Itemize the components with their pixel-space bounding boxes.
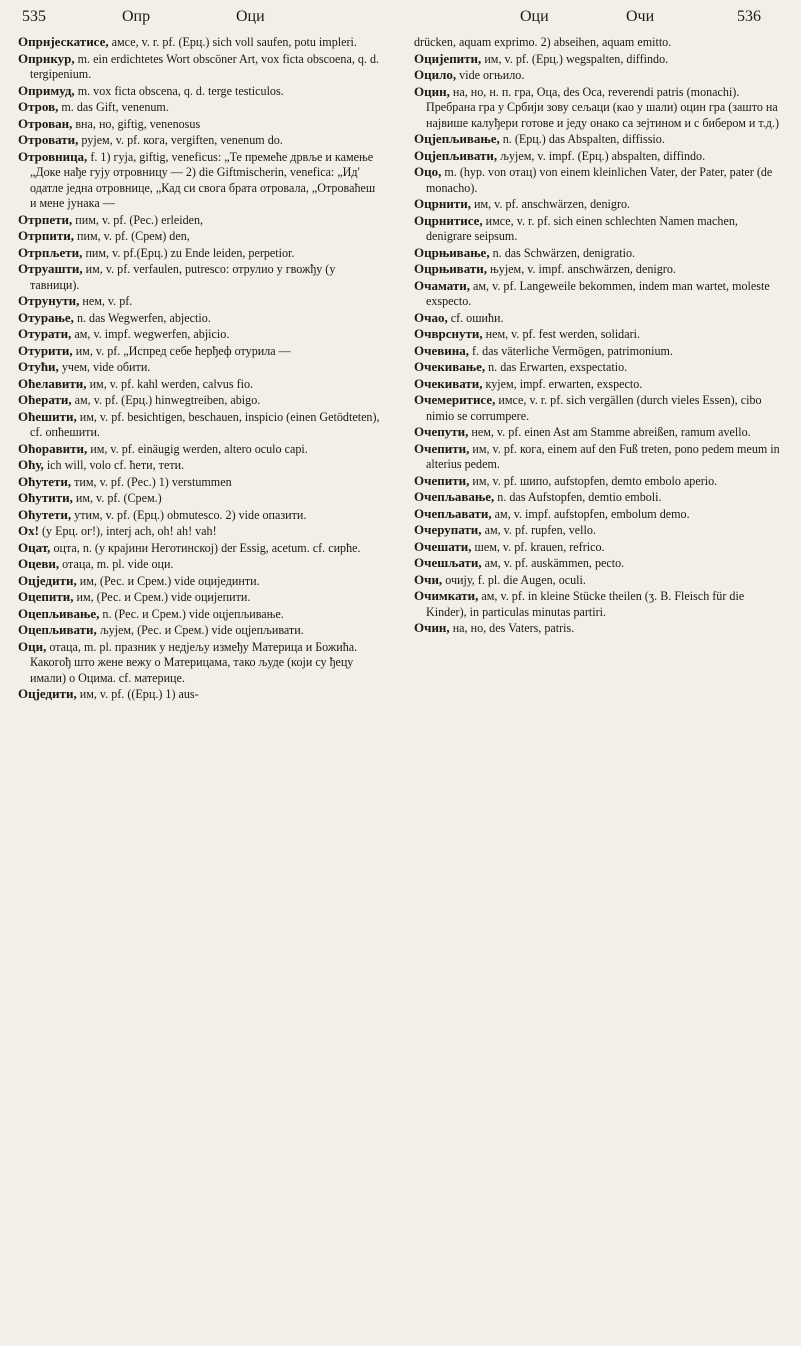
page-number-right: 536 <box>737 8 761 25</box>
entry-headword: Очи, <box>414 571 443 587</box>
dictionary-entry <box>414 278 782 310</box>
dictionary-entry <box>414 84 782 132</box>
dictionary-entry <box>18 686 382 703</box>
entry-definition: f. 1) гуја, giftig, veneficus: „Те премеће дрвље и камење „Доке нађе гују отровницу — 2) die Giftmischerin, venefica: „Ид' одатле једна отровнице, „Кад си свога брата отровала, „Отроваћеш и мене јунака — <box>30 149 376 210</box>
entry-definition: љујем, (Рес. и Срем.) vide оцјепљивати. <box>96 623 304 637</box>
running-head-left-first: Опр <box>122 8 151 25</box>
entry-headword: Отурати, <box>18 326 72 341</box>
entry-headword: Очепути, <box>414 424 469 439</box>
entry-headword: Очевина, <box>414 342 469 358</box>
entry-definition: им, (Рес. и Срем.) vide оцијепити. <box>73 590 251 604</box>
dictionary-entry <box>18 523 382 540</box>
entry-headword: Отруашти, <box>18 261 83 276</box>
dictionary-entry <box>414 310 782 327</box>
entry-headword: Оцрнитисе, <box>414 212 483 228</box>
running-head-right-first: Оци <box>520 8 549 25</box>
dictionary-entry <box>414 359 782 376</box>
entry-definition: n. das Wegwerfen, abjectio. <box>73 310 211 325</box>
entry-headword: Очекивати, <box>414 375 483 391</box>
entry-definition: им, v. pf. шипо, aufstopfen, demto embolo aperio. <box>469 473 718 488</box>
dictionary-entry <box>18 261 382 293</box>
entry-headword: Оцјепљивање, <box>414 131 500 146</box>
entry-definition: њујем, v. impf. anschwärzen, denigro. <box>487 262 676 276</box>
entry-definition: пим, v. pf. (Срем) den, <box>74 229 190 243</box>
dictionary-entry <box>414 392 782 424</box>
entry-definition: n. (Рес. и Срем.) vide оцјепљивање. <box>99 606 284 621</box>
entry-headword: Оцат, <box>18 539 51 555</box>
dictionary-entry <box>18 83 382 100</box>
entry-headword: Оћоравити, <box>18 440 88 456</box>
dictionary-entry <box>18 51 382 83</box>
running-head-left-last: Оци <box>236 8 265 25</box>
entry-headword: Очепити, <box>414 440 470 456</box>
entry-headword: Оцеви, <box>18 556 60 571</box>
entry-definition: имсе, v. r. pf. sich einen schlechten Namen machen, denigrare seipsum. <box>426 213 738 243</box>
entry-definition: ам, v. impf. aufstopfen, embolum demo. <box>491 506 690 521</box>
dictionary-entry <box>414 51 782 68</box>
entry-definition: (у Ерц. ог!), interj ach, oh! ah! vah! <box>38 524 217 538</box>
entry-definition: рујем, v. pf. кога, vergiften, venenum do. <box>78 133 283 147</box>
entry-headword: Оцин, <box>414 83 450 99</box>
entry-definition: ам, v. pf. Langeweile bekommen, indem man wartet, moleste exspecto. <box>426 278 770 308</box>
entry-definition: отаца, m. pl. vide оци. <box>59 557 174 571</box>
entry-definition: шем, v. pf. krauen, refrico. <box>471 539 605 554</box>
dictionary-entry <box>414 441 782 473</box>
dictionary-entry <box>18 392 382 409</box>
dictionary-entry <box>18 540 382 557</box>
dictionary-entry <box>414 424 782 441</box>
entry-definition: им, v. pf. einäugig werden, altero oculo capi. <box>87 441 308 456</box>
dictionary-entry <box>414 506 782 523</box>
entry-headword: Оци, <box>18 638 47 654</box>
entry-definition: m. vox ficta obscena, q. d. terge testiculos. <box>74 83 284 98</box>
dictionary-entry <box>18 359 382 376</box>
dictionary-entry <box>18 116 382 133</box>
entry-definition: очију, f. pl. die Augen, oculi. <box>442 572 586 587</box>
dictionary-entry <box>18 149 382 212</box>
entry-headword: Очимкати, <box>414 588 479 603</box>
entry-definition: им, v. pf. besichtigen, beschauen, inspicio (einen Getödteten), cf. опћешити. <box>30 409 380 439</box>
entry-definition: n. das Erwarten, exspectatio. <box>485 360 628 374</box>
dictionary-entry <box>18 132 382 149</box>
entry-definition: ам, v. pf. (Ерц.) hinwegtreiben, abigo. <box>71 393 261 407</box>
entry-definition: им, v. pf. кога, einem auf den Fuß treten, pono pedem meum in alterius pedem. <box>426 441 780 471</box>
dictionary-entry <box>414 34 782 51</box>
running-header <box>0 0 801 36</box>
dictionary-entry <box>18 310 382 327</box>
entry-headword: Отрпити, <box>18 228 74 243</box>
entry-headword: Очепљавати, <box>414 505 492 521</box>
entry-headword: Оцо, <box>414 164 442 179</box>
entry-headword: Оцрнити, <box>414 196 471 211</box>
entry-definition: им, v. pf. (Ерц.) wegspalten, diffindo. <box>481 51 669 66</box>
entry-headword: Отрован, <box>18 115 73 131</box>
entry-definition: на, но, des Vaters, patris. <box>449 621 575 635</box>
entry-headword: Очин, <box>414 620 450 635</box>
dictionary-entry <box>18 228 382 245</box>
entry-definition: нем, v. pf. einen Ast am Stamme abreißen, ramum avello. <box>468 425 751 439</box>
entry-definition: cf. ошићи. <box>447 310 504 325</box>
dictionary-entry <box>18 34 382 51</box>
dictionary-entry <box>414 67 782 84</box>
entry-headword: Очао, <box>414 309 448 325</box>
entry-headword: Оцило, <box>414 67 457 82</box>
dictionary-entry <box>414 326 782 343</box>
entry-headword: Отурање, <box>18 309 74 325</box>
entry-definition: им, v. pf. kahl werden, calvus fio. <box>86 376 254 391</box>
dictionary-entry <box>414 539 782 556</box>
dictionary-entry <box>414 196 782 213</box>
entry-definition: на, но, н. п. гра, Оца, des Oca, reverendi patris (monachi). Пребрана гра у Србији зову сељаци (као у шали) оцин гра (зашто на највише калуђери готове и једу онако са зејтином и с бибером и т.д.) <box>426 84 779 130</box>
entry-definition: им, v. pf. „Испред себе ћерђеф отурила — <box>72 343 291 358</box>
entry-definition: вна, но, giftig, venenosus <box>72 116 201 131</box>
dictionary-entry <box>18 589 382 606</box>
entry-headword: Отровница, <box>18 148 88 164</box>
dictionary-entry <box>414 131 782 148</box>
dictionary-entry <box>414 261 782 278</box>
entry-headword: Отрунути, <box>18 293 80 308</box>
entry-headword: Очврснути, <box>414 326 483 341</box>
entry-headword: Опримуд, <box>18 82 75 98</box>
dictionary-entry <box>18 343 382 360</box>
entry-headword: Оћутети, <box>18 473 72 489</box>
entry-definition: љујем, v. impf. (Ерц.) abspalten, diffindo. <box>497 148 706 163</box>
entry-headword: Очепити, <box>414 472 470 488</box>
entry-definition: тим, v. pf. (Рес.) 1) verstummen <box>71 474 232 489</box>
dictionary-entry <box>18 556 382 573</box>
entry-definition: vide огњило. <box>456 68 525 82</box>
running-head-right-last: Очи <box>626 8 655 25</box>
dictionary-entry <box>414 555 782 572</box>
entry-headword: Оцијепити, <box>414 50 482 66</box>
entry-headword: Оцрњивати, <box>414 261 487 276</box>
dictionary-entry <box>18 441 382 458</box>
entry-definition: им, (Рес. и Срем.) vide оцијединти. <box>76 573 260 588</box>
dictionary-entry <box>18 639 382 687</box>
entry-headword: Оћелавити, <box>18 375 87 391</box>
entry-headword: Отрпљети, <box>18 244 83 260</box>
entry-headword: Очешати, <box>414 538 472 554</box>
entry-headword: Оћешити, <box>18 408 77 424</box>
dictionary-entry <box>414 620 782 637</box>
entry-headword: Очекивање, <box>414 359 486 374</box>
dictionary-entry <box>18 326 382 343</box>
dictionary-entry <box>414 522 782 539</box>
entry-definition: амсе, v. r. pf. (Ерц.) sich voll saufen, potu impleri. <box>108 35 357 49</box>
dictionary-entry <box>414 343 782 360</box>
entry-definition: оцта, n. (у крајини Неготинској) der Essig, acetum. cf. сирће. <box>50 540 361 555</box>
entry-definition: m. (hyp. von отац) von einem kleinlichen Vater, der Pater, pater (de monacho). <box>426 165 773 195</box>
entry-headword: Очемеритисе, <box>414 392 496 407</box>
dictionary-entry <box>414 213 782 245</box>
entry-definition: имсе, v. r. pf. sich vergällen (durch vieles Essen), cibo nimio se corrumpere. <box>426 393 762 423</box>
entry-headword: Оцрњивање, <box>414 244 490 260</box>
entry-definition: drücken, aquam exprimo. 2) abseihen, aquam emitto. <box>414 35 672 49</box>
dictionary-entry <box>414 148 782 165</box>
dictionary-entry <box>414 245 782 262</box>
entry-definition: n. das Aufstopfen, demtio emboli. <box>494 490 662 504</box>
entry-headword: Оцепљивање, <box>18 605 100 621</box>
dictionary-entry <box>18 245 382 262</box>
entry-definition: им, v. pf. verfaulen, putresco: отрулио у гвожђу (у тавници). <box>30 262 336 292</box>
entry-headword: Оцједити, <box>18 686 77 701</box>
entry-definition: ам, v. pf. in kleine Stücke theilen (ʒ. B. Fleisch für die Kinder), in particulas minutas partiri. <box>426 589 745 619</box>
dictionary-entry <box>18 490 382 507</box>
entry-headword: Отрпети, <box>18 211 73 227</box>
entry-definition: m. das Gift, venenum. <box>58 100 169 114</box>
entry-definition: ам, v. pf. auskämmen, pecto. <box>481 556 625 570</box>
entry-definition: n. (Ерц.) das Abspalten, diffissio. <box>499 132 665 146</box>
dictionary-entry <box>18 99 382 116</box>
dictionary-entry <box>18 409 382 441</box>
entry-headword: Опрнкур, <box>18 50 75 66</box>
entry-definition: нем, v. pf. <box>79 294 133 308</box>
entry-headword: Отровати, <box>18 132 79 147</box>
dictionary-entry <box>414 588 782 620</box>
entry-definition: нем, v. pf. fest werden, solidari. <box>482 327 641 341</box>
entry-definition: ich will, volo cf. ћети, тети. <box>43 458 185 472</box>
entry-headword: Очерупати, <box>414 522 482 537</box>
entry-headword: Опрнјескатисе, <box>18 34 109 49</box>
entry-headword: Оцједити, <box>18 572 77 588</box>
entry-headword: Оцјепљивати, <box>414 147 498 163</box>
dictionary-entry <box>18 606 382 623</box>
dictionary-entry <box>18 212 382 229</box>
dictionary-entry <box>414 376 782 393</box>
entry-headword: Очешљати, <box>414 555 482 570</box>
right-column <box>414 34 782 637</box>
dictionary-entry <box>18 293 382 310</box>
entry-definition: n. das Schwärzen, denigratio. <box>489 245 636 260</box>
entry-definition: m. ein erdichtetes Wort obscöner Art, vox ficta obscoena, q. d. tergipenium. <box>30 51 380 81</box>
dictionary-entry <box>414 489 782 506</box>
entry-definition: утим, v. pf. (Ерц.) obmutesco. 2) vide опазити. <box>71 507 307 522</box>
entry-headword: Отурити, <box>18 342 73 358</box>
dictionary-entry <box>18 507 382 524</box>
entry-headword: Очепљавање, <box>414 489 495 504</box>
entry-headword: Оцепљивати, <box>18 622 97 637</box>
entry-definition: f. das väterliche Vermögen, patrimonium. <box>468 343 673 358</box>
entry-headword: Отров, <box>18 99 59 114</box>
entry-headword: Отући, <box>18 359 59 374</box>
entry-definition: ам, v. pf. rupfen, vello. <box>481 523 596 537</box>
entry-definition: учем, vide обити. <box>58 360 151 374</box>
dictionary-entry <box>18 573 382 590</box>
entry-headword: Оћутети, <box>18 506 72 522</box>
dictionary-entry <box>18 474 382 491</box>
left-column <box>18 34 382 703</box>
page-number-left: 535 <box>22 8 46 25</box>
entry-headword: Ох! <box>18 523 39 538</box>
dictionary-entry <box>414 473 782 490</box>
dictionary-entry <box>414 572 782 589</box>
entry-definition: ам, v. impf. wegwerfen, abjicio. <box>71 327 230 341</box>
entry-definition: им, v. pf. anschwärzen, denigro. <box>470 197 631 211</box>
entry-definition: пим, v. pf.(Ерц.) zu Ende leiden, perpetior. <box>82 245 295 260</box>
entry-definition: пим, v. pf. (Рес.) erleiden, <box>72 212 204 227</box>
entry-definition: кујем, impf. erwarten, exspecto. <box>482 376 643 391</box>
entry-headword: Оцепити, <box>18 589 74 604</box>
dictionary-entry <box>18 457 382 474</box>
dictionary-entry <box>18 376 382 393</box>
entry-headword: Оћутити, <box>18 490 73 505</box>
dictionary-entry <box>414 164 782 196</box>
entry-definition: им, v. pf. ((Ерц.) 1) aus- <box>76 687 199 701</box>
entry-headword: Оћу, <box>18 457 44 472</box>
dictionary-entry <box>18 622 382 639</box>
entry-definition: им, v. pf. (Срем.) <box>72 491 162 505</box>
entry-definition: отаца, m. pl. празник у недјељу између Материца и Божића. Какогођ што жене вежу о Материцама, тако људе (који су ђецу имали) о Оцима. cf. материце. <box>30 639 358 685</box>
entry-headword: Очамати, <box>414 277 470 293</box>
entry-headword: Оћерати, <box>18 392 72 407</box>
